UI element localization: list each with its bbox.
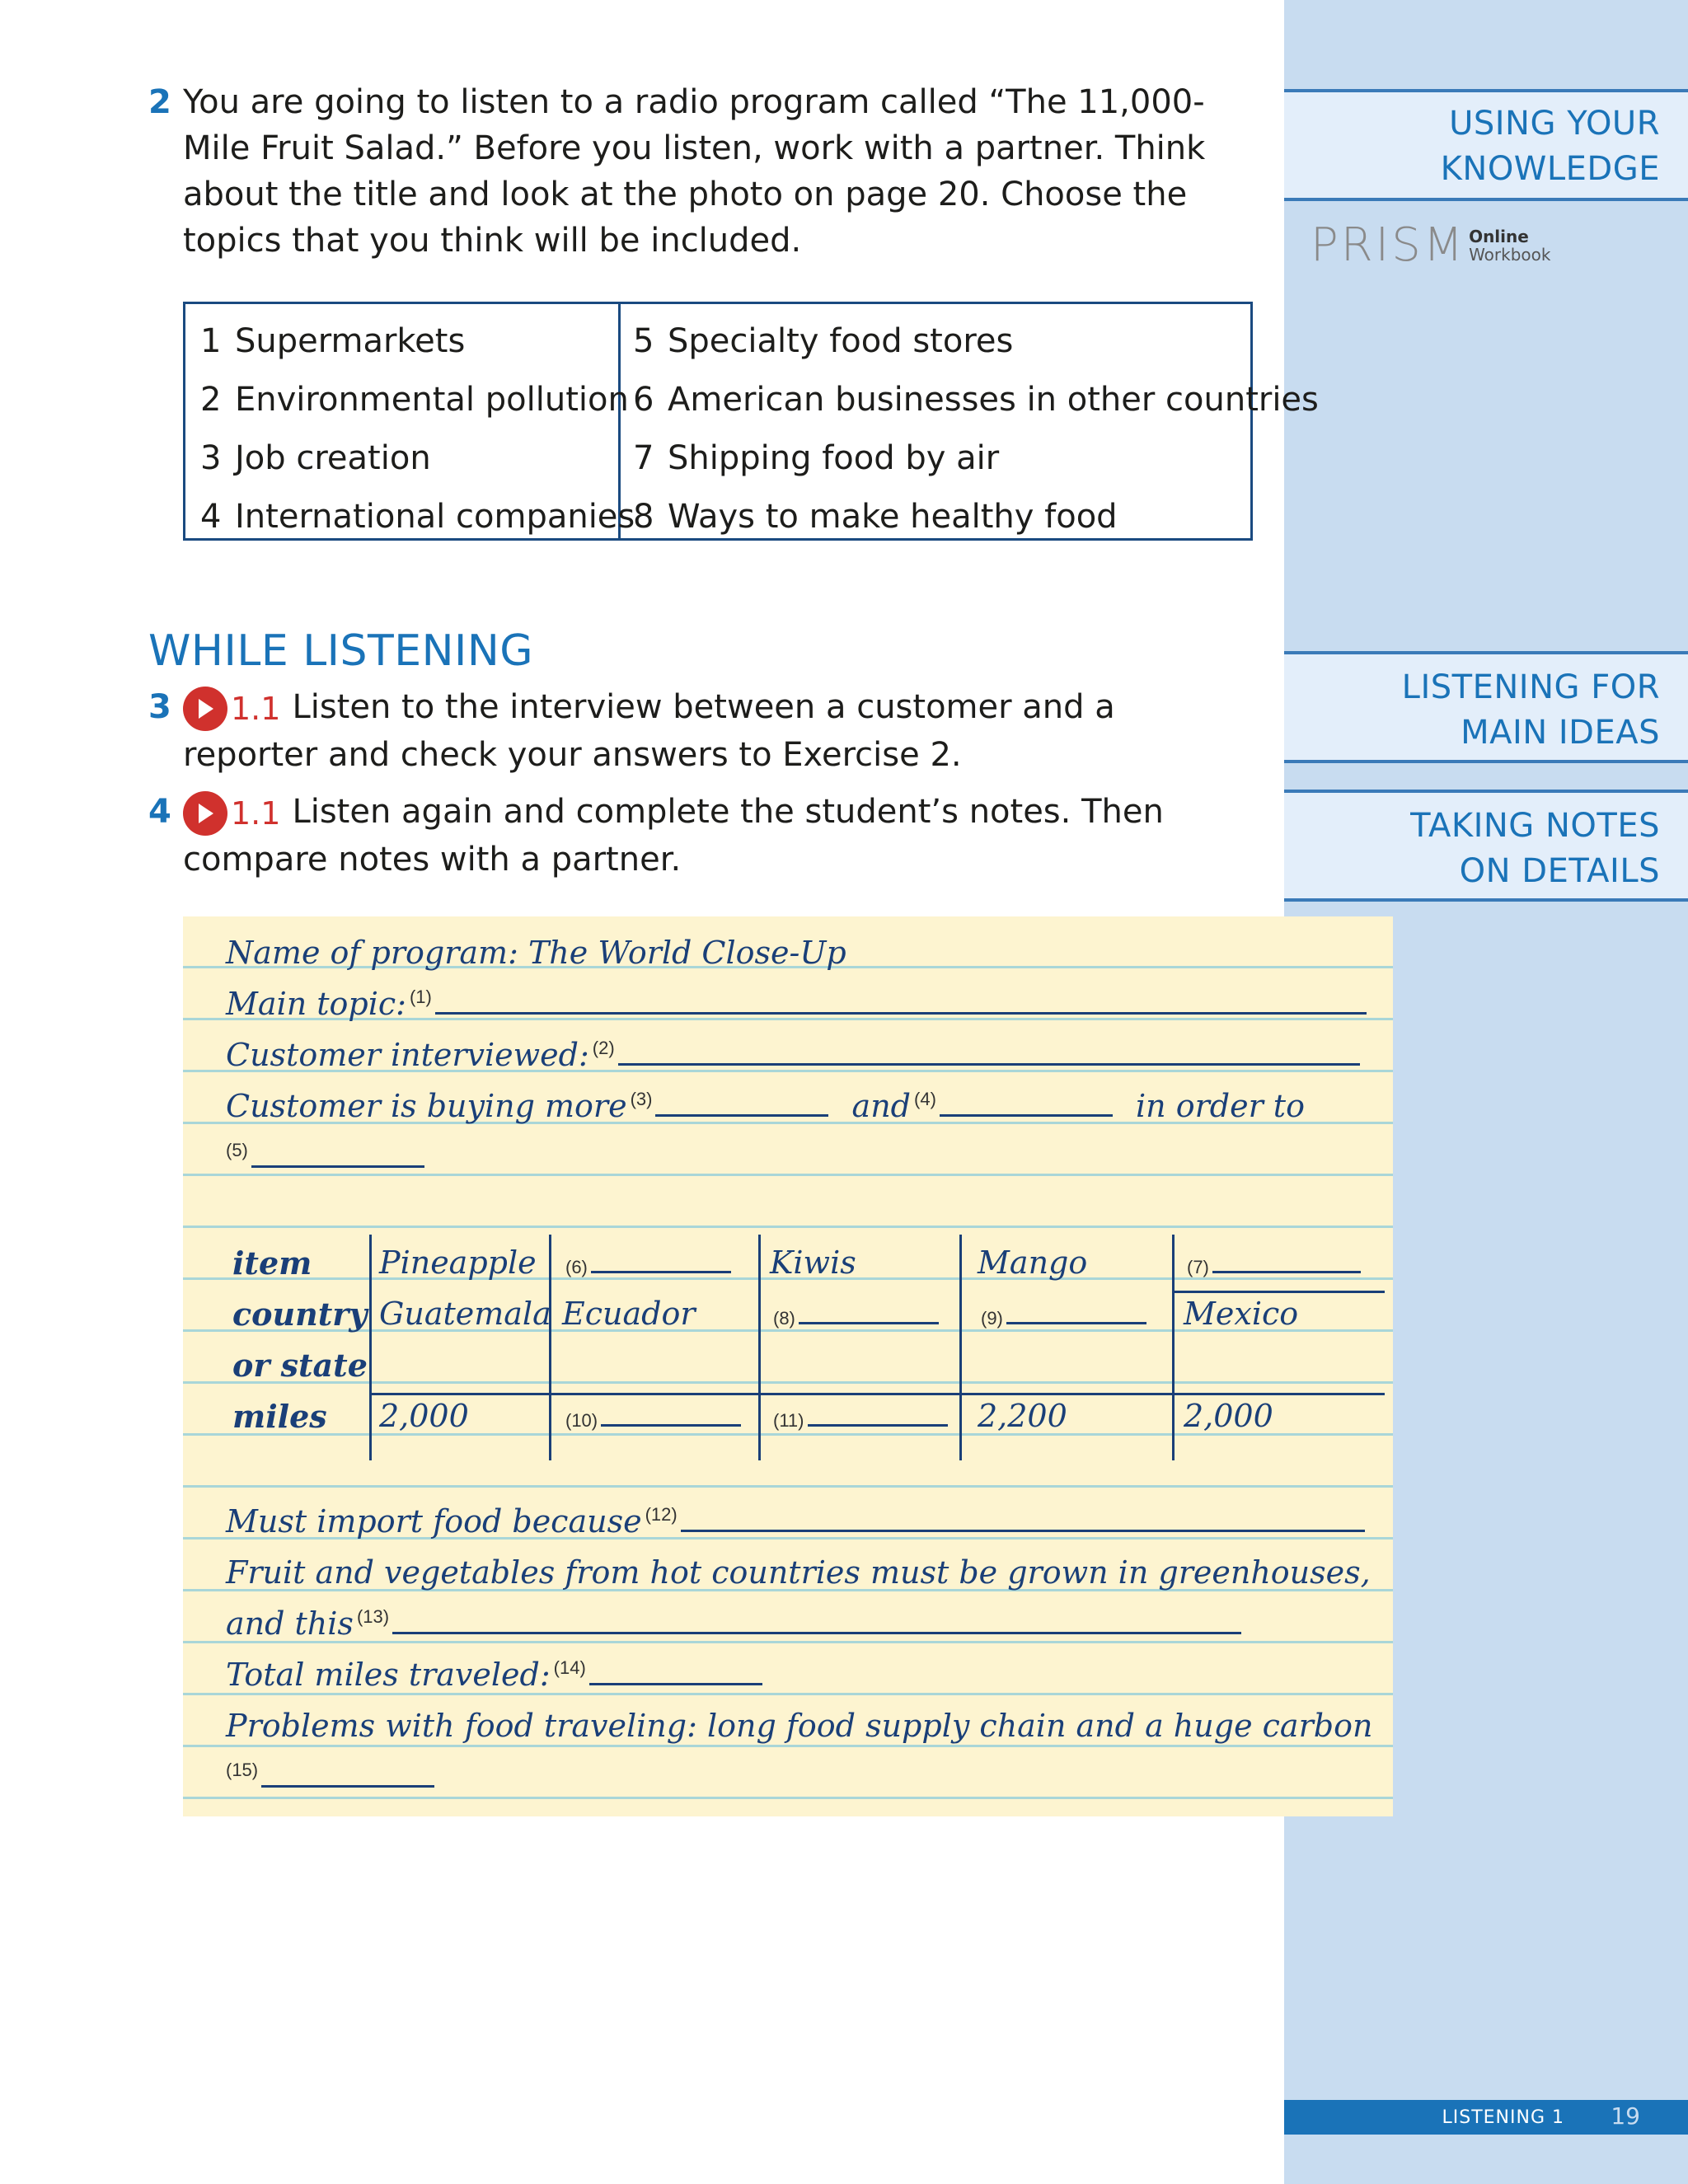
notes-problems: Problems with food traveling: long food supply chain and a huge carbon: [226, 1708, 1373, 1744]
miles-cell: [770, 1398, 948, 1434]
topic-number: 2: [200, 381, 222, 419]
topic-number: 4: [200, 498, 222, 536]
notes-label: Must import food because: [226, 1503, 642, 1540]
topic-label: Specialty food stores: [668, 322, 1014, 360]
notes-label: Customer interviewed:: [226, 1037, 589, 1073]
notes-customer-interviewed: [226, 1037, 1360, 1073]
country-cell: Guatemala: [379, 1296, 551, 1332]
answer-blank[interactable]: [251, 1165, 424, 1168]
exercise-3: [148, 684, 1220, 778]
row-label-item: item: [232, 1244, 312, 1282]
notes-carbon: [226, 1759, 434, 1795]
topic-item: [200, 488, 635, 546]
topics-left-column: [200, 312, 635, 546]
notes-program-name: Name of program: The World Close-Up: [226, 935, 846, 971]
miles-cell: 2,200: [978, 1398, 1067, 1434]
blank-ref: (12): [645, 1504, 678, 1526]
item-cell: Mango: [978, 1244, 1088, 1281]
row-label-miles: miles: [232, 1398, 327, 1435]
blank-ref: (14): [553, 1657, 586, 1679]
item-cell: [1184, 1244, 1361, 1281]
topic-label: Supermarkets: [235, 322, 466, 360]
blank-ref: (13): [356, 1606, 390, 1628]
item-cell: [562, 1244, 731, 1281]
footer-section-label: LISTENING 1: [1442, 2107, 1564, 2128]
table-hline: [1172, 1291, 1385, 1293]
prism-logo[interactable]: [1311, 218, 1551, 272]
notes-label: Customer is buying more: [226, 1088, 627, 1124]
play-icon: [183, 687, 227, 731]
notes-label: and: [851, 1088, 912, 1124]
answer-blank[interactable]: [591, 1270, 731, 1273]
blank-ref: (15): [226, 1760, 259, 1781]
audio-track-number: 1.1: [231, 691, 281, 727]
miles-cell: 2,000: [379, 1398, 469, 1434]
topic-item: [200, 429, 635, 488]
sidebar-label: LISTENING FOR: [1401, 668, 1660, 706]
blank-ref: (8): [773, 1308, 795, 1329]
blank-ref: (1): [409, 987, 432, 1008]
table-hline: [369, 1393, 1385, 1395]
blank-ref: (3): [630, 1089, 653, 1110]
table-vline: [959, 1235, 962, 1460]
topic-item: [633, 312, 1319, 371]
sidebar-label: MAIN IDEAS: [1461, 714, 1660, 752]
blank-ref: (10): [565, 1410, 598, 1431]
topic-number: 8: [633, 498, 654, 536]
topic-item: [633, 371, 1319, 429]
topic-label: Job creation: [235, 439, 431, 477]
topic-item: [633, 429, 1319, 488]
prism-workbook: Workbook: [1469, 245, 1551, 265]
item-cell: Pineapple: [379, 1244, 537, 1281]
topic-number: 7: [633, 439, 654, 477]
topics-table: [183, 302, 1319, 541]
topic-item: [200, 371, 635, 429]
prism-wordmark: PRISM: [1311, 218, 1466, 272]
exercise-number: 3: [148, 688, 171, 726]
answer-blank[interactable]: [589, 1682, 762, 1685]
notes-and-this: [226, 1605, 1241, 1642]
exercise-number: 4: [148, 793, 171, 831]
miles-cell: [562, 1398, 741, 1434]
topic-number: 3: [200, 439, 222, 477]
topic-label: American businesses in other countries: [668, 381, 1319, 419]
exercise-4: [148, 789, 1220, 883]
prism-online: Online: [1469, 227, 1529, 246]
answer-blank[interactable]: [799, 1321, 939, 1324]
notes-customer-buying: [226, 1088, 1305, 1124]
blank-ref: (2): [592, 1038, 615, 1059]
blank-ref: (4): [914, 1089, 936, 1110]
sidebar-listening-main-ideas: [1284, 651, 1688, 763]
blank-ref: (7): [1187, 1257, 1209, 1277]
answer-blank[interactable]: [618, 1062, 1360, 1066]
page-number: 19: [1611, 2102, 1640, 2130]
topic-item: [633, 488, 1319, 546]
blank-ref: (6): [565, 1257, 588, 1277]
notes-label: Total miles traveled:: [226, 1657, 551, 1693]
exercise-text: You are going to listen to a radio program called “The 11,000-Mile Fruit Salad.” Before you listen, work with a partner. Think about the title and look at the photo on page 20. Choose the topics that you think will be included.: [183, 83, 1206, 260]
table-vline: [1172, 1235, 1175, 1460]
country-cell: Mexico: [1184, 1296, 1299, 1332]
answer-blank[interactable]: [261, 1784, 434, 1788]
sidebar-label: ON DETAILS: [1459, 852, 1660, 890]
blank-ref: (5): [226, 1140, 248, 1161]
notes-greenhouses: Fruit and vegetables from hot countries must be grown in greenhouses,: [226, 1554, 1371, 1591]
country-cell: [978, 1296, 1146, 1332]
topic-label: Environmental pollution: [235, 381, 629, 419]
topic-item: [200, 312, 635, 371]
student-notes: [183, 916, 1393, 1816]
answer-blank[interactable]: [681, 1529, 1365, 1532]
topic-number: 5: [633, 322, 654, 360]
topic-number: 6: [633, 381, 654, 419]
table-vline: [549, 1235, 551, 1460]
answer-blank[interactable]: [601, 1423, 741, 1427]
sidebar-using-your-knowledge: [1284, 89, 1688, 201]
notes-purpose: [226, 1139, 424, 1175]
country-cell: Ecuador: [562, 1296, 696, 1332]
table-vline: [758, 1235, 761, 1460]
audio-play-button[interactable]: [183, 790, 280, 837]
prism-subtitle: [1469, 227, 1550, 264]
topic-label: International companies: [235, 498, 635, 536]
exercise-number: 2: [148, 83, 171, 121]
topic-label: Shipping food by air: [668, 439, 1000, 477]
notes-label: and this: [226, 1605, 354, 1642]
audio-play-button[interactable]: [183, 686, 280, 732]
exercise-instruction: Listen to the interview between a customer and a reporter and check your answers to Exercise 2.: [183, 688, 1115, 774]
notes-label: in order to: [1136, 1088, 1305, 1124]
topics-right-column: [633, 312, 1319, 546]
exercise-2: [148, 79, 1220, 264]
sidebar-label: TAKING NOTES: [1410, 807, 1660, 845]
sidebar-taking-notes: [1284, 790, 1688, 902]
blank-ref: (9): [981, 1308, 1003, 1329]
blank-ref: (11): [773, 1410, 804, 1431]
answer-blank[interactable]: [1212, 1270, 1361, 1273]
exercise-text: [183, 684, 1220, 778]
answer-blank[interactable]: [808, 1423, 948, 1427]
section-heading: WHILE LISTENING: [148, 626, 534, 676]
exercise-text: [183, 789, 1220, 883]
row-label-state: or state: [232, 1347, 368, 1384]
item-cell: Kiwis: [770, 1244, 856, 1281]
answer-blank[interactable]: [1006, 1321, 1146, 1324]
notes-main-topic: [226, 986, 1367, 1022]
notes-label: Main topic:: [226, 986, 406, 1022]
exercise-instruction: Listen again and complete the student’s notes. Then compare notes with a partner.: [183, 793, 1164, 879]
sidebar-label: USING YOUR: [1449, 105, 1660, 143]
play-icon: [183, 791, 227, 836]
answer-blank[interactable]: [435, 1011, 1367, 1015]
miles-cell: 2,000: [1184, 1398, 1273, 1434]
topic-number: 1: [200, 322, 222, 360]
row-label-country: country: [232, 1296, 368, 1333]
notes-total-miles: [226, 1657, 762, 1693]
table-vline: [369, 1235, 372, 1460]
notes-must-import: [226, 1503, 1365, 1540]
answer-blank[interactable]: [940, 1113, 1113, 1117]
sidebar-label: KNOWLEDGE: [1440, 150, 1660, 188]
topic-label: Ways to make healthy food: [668, 498, 1118, 536]
country-cell: [770, 1296, 939, 1332]
audio-track-number: 1.1: [231, 795, 281, 832]
answer-blank[interactable]: [655, 1113, 828, 1117]
answer-blank[interactable]: [392, 1631, 1241, 1634]
